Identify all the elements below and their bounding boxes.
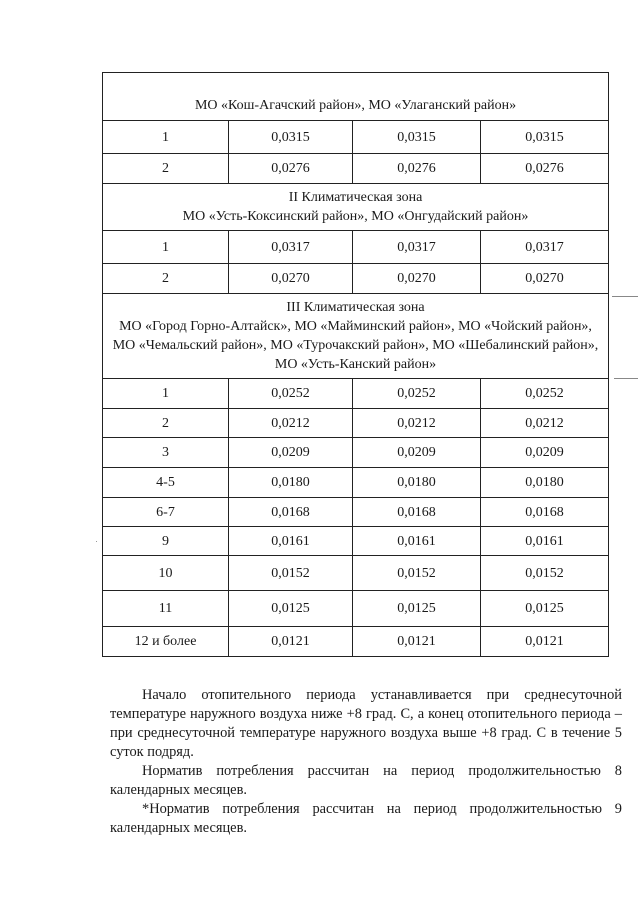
zone-municipalities: МО «Усть-Коксинский район», МО «Онгудайский район» bbox=[182, 209, 529, 224]
value-cell: 0,0252 bbox=[353, 379, 481, 409]
row-label-cell: 12 и более bbox=[103, 627, 229, 657]
value-cell: 0,0209 bbox=[481, 438, 609, 468]
value-cell: 0,0152 bbox=[229, 556, 353, 591]
table-row bbox=[103, 264, 609, 294]
scan-edge-mark bbox=[612, 296, 638, 297]
value-cell: 0,0317 bbox=[229, 231, 353, 264]
value-cell: 0,0125 bbox=[353, 591, 481, 627]
value-cell: 0,0212 bbox=[353, 409, 481, 438]
row-label-cell: 1 bbox=[103, 231, 229, 264]
value-cell: 0,0212 bbox=[481, 409, 609, 438]
table-body bbox=[103, 73, 609, 657]
row-label-cell: 2 bbox=[103, 264, 229, 294]
zone-title: III Климатическая зона bbox=[286, 300, 425, 315]
value-cell: 0,0276 bbox=[353, 154, 481, 184]
row-label-cell: 1 bbox=[103, 121, 229, 154]
value-cell: 0,0152 bbox=[353, 556, 481, 591]
value-cell: 0,0180 bbox=[229, 468, 353, 498]
value-cell: 0,0276 bbox=[481, 154, 609, 184]
zone-header-row bbox=[103, 294, 609, 379]
row-label-cell: 3 bbox=[103, 438, 229, 468]
table-row bbox=[103, 438, 609, 468]
value-cell: 0,0315 bbox=[229, 121, 353, 154]
value-cell: 0,0168 bbox=[481, 498, 609, 527]
row-label-cell: 9 bbox=[103, 527, 229, 556]
zone-header-cell bbox=[103, 73, 609, 121]
row-label-cell: 10 bbox=[103, 556, 229, 591]
value-cell: 0,0121 bbox=[353, 627, 481, 657]
note-heating-period: Начало отопительного периода устанавливается при среднесуточной температуре наружного воздуха ниже +8 град. С, а конец отопительного периода – при среднесуточной температуре наружного воздуха выше +8 град. С в течение 5 суток подряд. bbox=[110, 687, 622, 760]
table-row bbox=[103, 154, 609, 184]
row-label-cell: 1 bbox=[103, 379, 229, 409]
row-label-cell: 2 bbox=[103, 409, 229, 438]
notes bbox=[110, 686, 622, 838]
value-cell: 0,0252 bbox=[229, 379, 353, 409]
table-row bbox=[103, 468, 609, 498]
value-cell: 0,0180 bbox=[353, 468, 481, 498]
table-row bbox=[103, 591, 609, 627]
zone-municipalities: МО «Кош-Агачский район», МО «Улаганский район» bbox=[194, 98, 517, 113]
value-cell: 0,0121 bbox=[229, 627, 353, 657]
value-cell: 0,0315 bbox=[353, 121, 481, 154]
zone-header-row bbox=[103, 184, 609, 231]
value-cell: 0,0317 bbox=[481, 231, 609, 264]
value-cell: 0,0209 bbox=[353, 438, 481, 468]
value-cell: 0,0121 bbox=[481, 627, 609, 657]
zone-municipalities: МО «Город Горно-Алтайск», МО «Майминский район», МО «Чойский район», МО «Чемальский район», МО «Турочакский район», МО «Шебалинский район», МО «Усть-Канский район» bbox=[112, 319, 599, 372]
value-cell: 0,0212 bbox=[229, 409, 353, 438]
scan-edge-mark bbox=[614, 378, 638, 379]
row-label-cell: 4-5 bbox=[103, 468, 229, 498]
table-row bbox=[103, 527, 609, 556]
value-cell: 0,0270 bbox=[353, 264, 481, 294]
row-label-cell: 11 bbox=[103, 591, 229, 627]
table-row bbox=[103, 121, 609, 154]
value-cell: 0,0209 bbox=[229, 438, 353, 468]
table-row bbox=[103, 627, 609, 657]
value-cell: 0,0180 bbox=[481, 468, 609, 498]
value-cell: 0,0168 bbox=[229, 498, 353, 527]
row-label-cell: 2 bbox=[103, 154, 229, 184]
value-cell: 0,0168 bbox=[353, 498, 481, 527]
consumption-norms-table bbox=[102, 72, 609, 657]
value-cell: 0,0161 bbox=[229, 527, 353, 556]
value-cell: 0,0125 bbox=[229, 591, 353, 627]
value-cell: 0,0317 bbox=[353, 231, 481, 264]
value-cell: 0,0161 bbox=[481, 527, 609, 556]
zone-header-cell bbox=[103, 294, 609, 379]
value-cell: 0,0270 bbox=[481, 264, 609, 294]
note-period-8-months: Норматив потребления рассчитан на период продолжительностью 8 календарных месяцев. bbox=[110, 763, 622, 798]
row-label-cell: 6-7 bbox=[103, 498, 229, 527]
zone-header-cell bbox=[103, 184, 609, 231]
table-row bbox=[103, 498, 609, 527]
table-row bbox=[103, 379, 609, 409]
value-cell: 0,0125 bbox=[481, 591, 609, 627]
value-cell: 0,0276 bbox=[229, 154, 353, 184]
value-cell: 0,0315 bbox=[481, 121, 609, 154]
value-cell: 0,0161 bbox=[353, 527, 481, 556]
table-row bbox=[103, 409, 609, 438]
scan-speck bbox=[96, 541, 97, 542]
value-cell: 0,0152 bbox=[481, 556, 609, 591]
table-row bbox=[103, 556, 609, 591]
zone-title: II Климатическая зона bbox=[288, 190, 423, 205]
value-cell: 0,0270 bbox=[229, 264, 353, 294]
note-period-9-months: *Норматив потребления рассчитан на период продолжительностью 9 календарных месяцев. bbox=[110, 801, 622, 836]
table-row bbox=[103, 231, 609, 264]
zone-header-row bbox=[103, 73, 609, 121]
value-cell: 0,0252 bbox=[481, 379, 609, 409]
